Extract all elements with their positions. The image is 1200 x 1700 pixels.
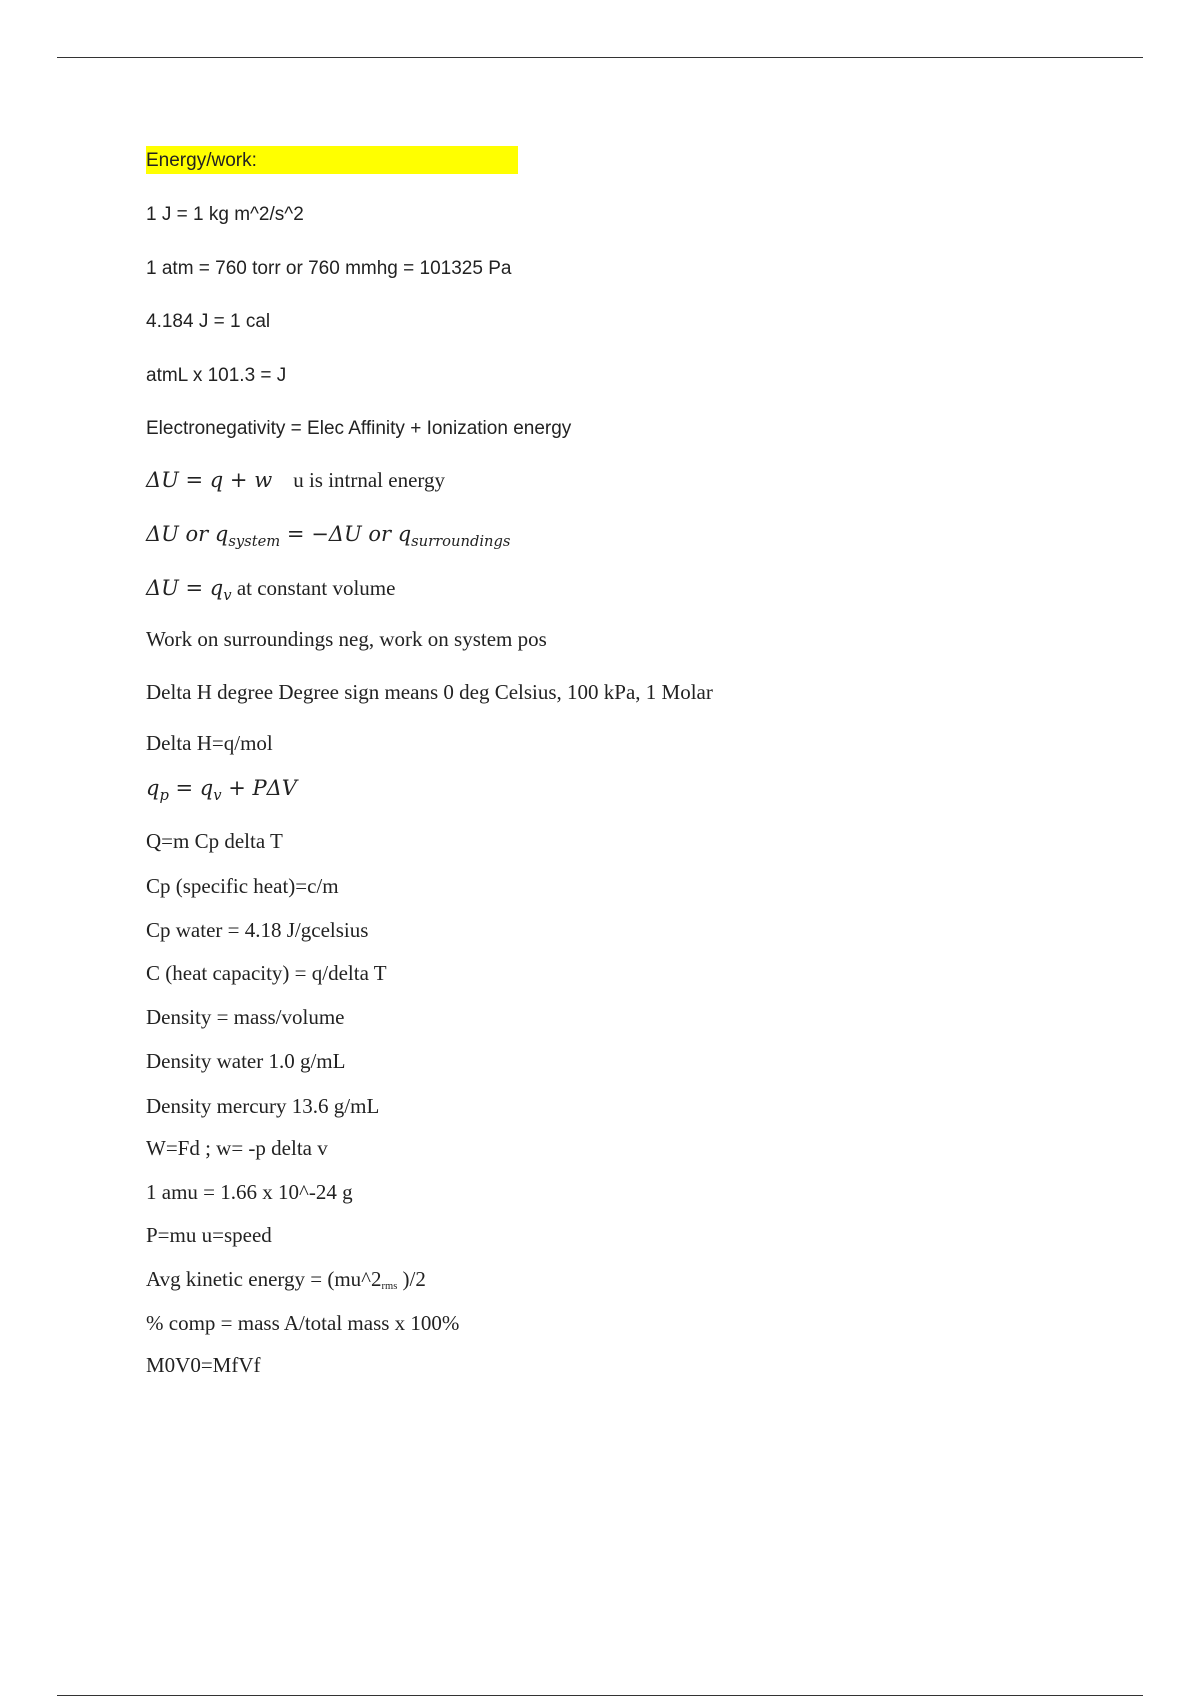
line-standard-conditions: Delta H degree Degree sign means 0 deg Celsius, 100 kPa, 1 Molar: [146, 680, 713, 704]
line-heat-capacity: C (heat capacity) = q/delta T: [146, 961, 387, 985]
top-rule: [57, 57, 1143, 58]
line-work-sign: Work on surroundings neg, work on system pos: [146, 627, 547, 651]
line-density-water: Density water 1.0 g/mL: [146, 1049, 346, 1073]
line-dilution: M0V0=MfVf: [146, 1353, 261, 1377]
equation-part: = q: [168, 776, 214, 800]
subscript: rms: [381, 1281, 398, 1293]
line-momentum: P=mu u=speed: [146, 1223, 272, 1247]
line-percent-composition: % comp = mass A/total mass x 100%: [146, 1311, 460, 1335]
line-joule: 1 J = 1 kg m^2/s^2: [146, 204, 304, 225]
equation-part: ΔU or q: [146, 522, 229, 546]
equation-part: = −ΔU or q: [280, 522, 412, 546]
line-cp-water: Cp water = 4.18 J/gcelsius: [146, 918, 369, 942]
line-work: W=Fd ; w= -p delta v: [146, 1136, 328, 1160]
equation-part: )/2: [397, 1267, 426, 1291]
equation-part: + PΔV: [221, 776, 297, 800]
equation-part: Avg kinetic energy = (mu^2: [146, 1267, 382, 1291]
section-heading-highlight: [146, 146, 518, 174]
line-atm: 1 atm = 760 torr or 760 mmhg = 101325 Pa: [146, 258, 512, 279]
equation-note: at constant volume: [236, 576, 396, 600]
line-internal-energy: [146, 470, 445, 491]
line-density: Density = mass/volume: [146, 1005, 345, 1029]
line-specific-heat: Cp (specific heat)=c/m: [146, 874, 339, 898]
equation: ΔU = q: [146, 576, 224, 600]
subscript: v: [213, 787, 222, 805]
line-system-surroundings: [146, 522, 511, 551]
equation-note: u is intrnal energy: [293, 468, 446, 492]
line-delta-h: Delta H=q/mol: [146, 731, 273, 755]
subscript: surroundings: [411, 533, 511, 551]
line-electronegativity: Electronegativity = Elec Affinity + Ionization energy: [146, 418, 572, 439]
section-heading: Energy/work:: [146, 150, 257, 171]
line-amu: 1 amu = 1.66 x 10^-24 g: [146, 1180, 353, 1204]
line-qp-qv: [146, 776, 297, 805]
subscript: system: [228, 533, 281, 551]
line-constant-volume: [146, 576, 396, 605]
bottom-rule: [57, 1695, 1143, 1696]
subscript: p: [159, 787, 169, 805]
equation-part: q: [146, 776, 160, 800]
equation: ΔU = q + w: [146, 468, 273, 492]
subscript: v: [223, 587, 232, 605]
line-calorie: 4.184 J = 1 cal: [146, 311, 271, 332]
line-atml: atmL x 101.3 = J: [146, 365, 287, 386]
line-heat-equation: Q=m Cp delta T: [146, 829, 283, 853]
line-density-mercury: Density mercury 13.6 g/mL: [146, 1094, 380, 1118]
line-kinetic-energy: [146, 1267, 426, 1293]
